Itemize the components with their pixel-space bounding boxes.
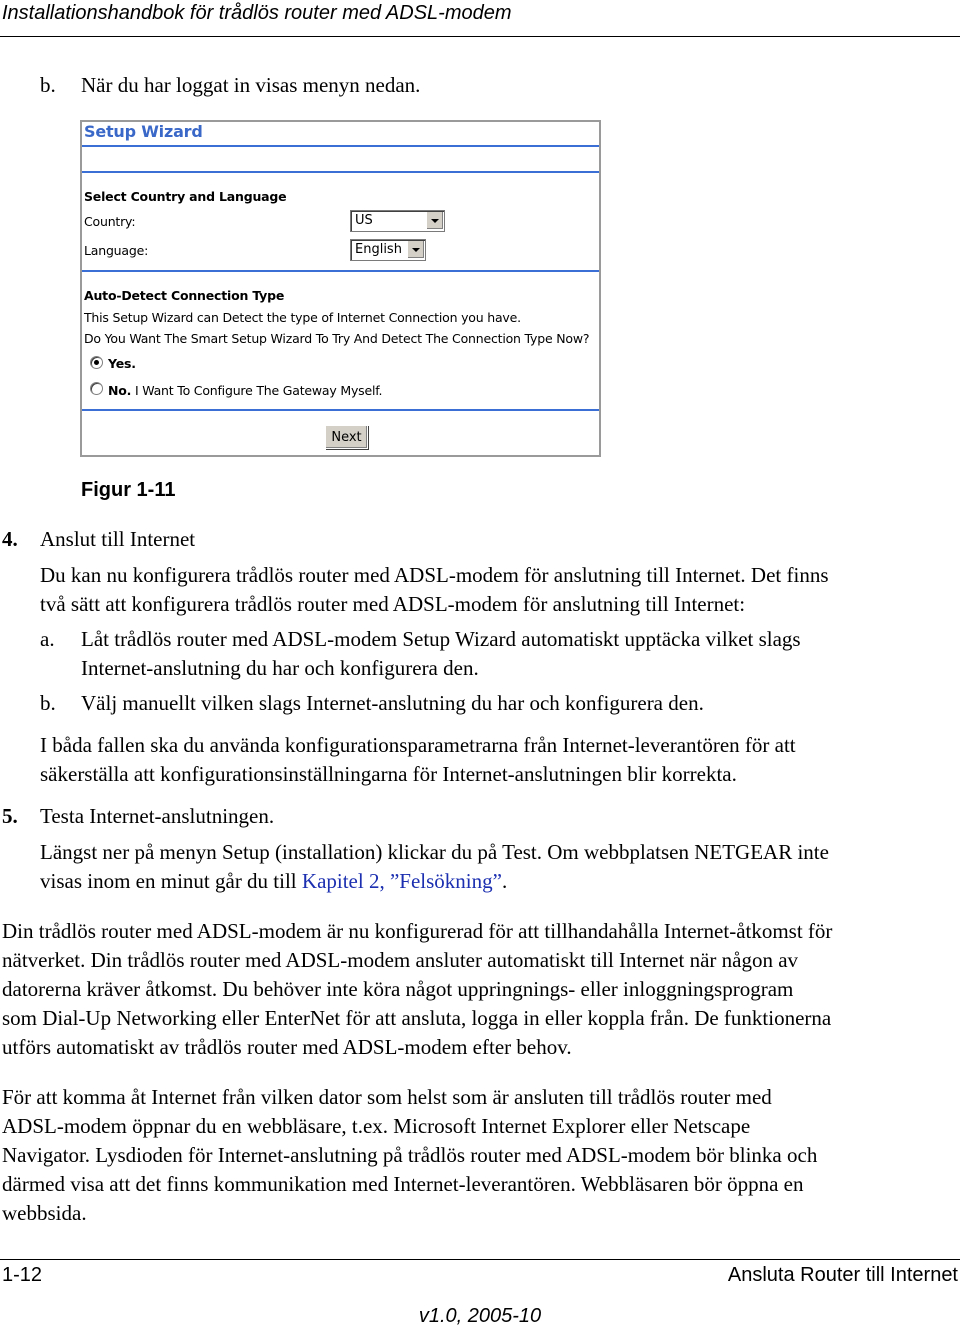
step-5-title: Testa Internet-anslutningen. xyxy=(40,804,275,828)
header-rule xyxy=(0,36,960,37)
step-4-para-line-2: två sätt att konfigurera trådlös router med ADSL-modem för anslutning till Internet: xyxy=(40,592,746,616)
no-label-bold: No. xyxy=(108,383,132,398)
country-label: Country: xyxy=(84,214,136,229)
step-b-marker: b. xyxy=(40,73,56,97)
section-divider xyxy=(82,270,599,272)
chapter-2-link[interactable]: Kapitel 2, ”Felsökning” xyxy=(301,869,502,893)
option-b-text: Välj manuellt vilken slags Internet-anslutning du har och konfigurera den. xyxy=(81,691,704,715)
country-section-heading: Select Country and Language xyxy=(84,189,287,204)
chevron-down-icon[interactable] xyxy=(407,241,424,258)
step-5-line-2 xyxy=(40,867,507,896)
next-button[interactable]: Next xyxy=(325,425,368,449)
detect-line-2: Do You Want The Smart Setup Wizard To Try And Detect The Connection Type Now? xyxy=(84,331,590,346)
chevron-down-icon[interactable] xyxy=(426,212,443,229)
running-header: Installationshandbok för trådlös router med ADSL-modem xyxy=(2,2,512,24)
title-divider-2 xyxy=(82,171,599,173)
page-number: 1-12 xyxy=(2,1264,43,1286)
no-label-rest: I Want To Configure The Gateway Myself. xyxy=(131,383,383,398)
option-b-marker: b. xyxy=(40,691,56,715)
no-radio[interactable] xyxy=(90,382,103,395)
detect-line-1: This Setup Wizard can Detect the type of Internet Connection you have. xyxy=(84,310,521,325)
para-browser-line-3: Navigator. Lysdioden för Internet-anslutning på trådlös router med ADSL-modem bör blinka och xyxy=(2,1143,818,1167)
option-a-line-1: Låt trådlös router med ADSL-modem Setup Wizard automatiskt upptäcka vilket slags xyxy=(81,627,801,651)
para-configured-line-1: Din trådlös router med ADSL-modem är nu konfigurerad för att tillhandahålla Internet-åtkomst för xyxy=(2,919,833,943)
yes-label: Yes. xyxy=(108,356,136,371)
figure-caption: Figur 1-11 xyxy=(81,479,176,501)
para-configured-line-4: som Dial-Up Networking eller EnterNet för att ansluta, logga in eller koppla från. De funktionerna xyxy=(2,1006,832,1030)
option-a-line-2: Internet-anslutning du har och konfigurera den. xyxy=(81,656,479,680)
setup-wizard-screenshot xyxy=(80,120,601,457)
para-browser-line-2: ADSL-modem öppnar du en webbläsare, t.ex. Microsoft Internet Explorer eller Netscape xyxy=(2,1114,751,1138)
country-select-value: US xyxy=(355,213,373,228)
language-label: Language: xyxy=(84,243,149,258)
para-browser-line-4: därmed visa att det finns kommunikation med Internet-leverantören. Webbläsaren bör öppna en xyxy=(2,1172,804,1196)
language-select[interactable] xyxy=(350,239,426,261)
footer-rule xyxy=(0,1259,960,1260)
step-4-para-line-1: Du kan nu konfigurera trådlös router med ADSL-modem för anslutning till Internet. Det finns xyxy=(40,563,829,587)
para-browser-line-5: webbsida. xyxy=(2,1201,87,1225)
step-4-title: Anslut till Internet xyxy=(40,527,196,551)
step-5-number: 5. xyxy=(2,804,18,828)
para-configured-line-2: nätverket. Din trådlös router med ADSL-modem ansluter automatiskt till Internet när någon av xyxy=(2,948,799,972)
para-configured-line-5: utförs automatiskt av trådlös router med ADSL-modem efter behov. xyxy=(2,1035,572,1059)
detect-section-heading: Auto-Detect Connection Type xyxy=(84,288,285,303)
footer-version: v1.0, 2005-10 xyxy=(418,1305,542,1327)
section-divider-2 xyxy=(82,409,599,411)
footer-section-title: Ansluta Router till Internet xyxy=(727,1264,958,1286)
step-5-line-2-post: . xyxy=(501,869,508,893)
step-b-text: När du har loggat in visas menyn nedan. xyxy=(81,73,421,97)
no-label xyxy=(108,383,382,398)
country-select[interactable] xyxy=(350,210,445,232)
yes-radio[interactable] xyxy=(90,356,103,369)
step-5-line-2-pre: visas inom en minut går du till xyxy=(40,869,302,893)
para-configured-line-3: datorerna kräver åtkomst. Du behöver inte köra något uppringnings- eller inloggningsprogram xyxy=(2,977,794,1001)
para-browser-line-1: För att komma åt Internet från vilken dator som helst som är ansluten till trådlös router med xyxy=(2,1085,772,1109)
step-4-note-line-2: säkerställa att konfigurationsinställningarna för Internet-anslutningen blir korrekta. xyxy=(40,762,737,786)
title-divider xyxy=(82,145,599,147)
language-select-value: English xyxy=(355,242,402,257)
wizard-title: Setup Wizard xyxy=(84,122,203,141)
option-a-marker: a. xyxy=(40,627,55,651)
step-4-note-line-1: I båda fallen ska du använda konfigurationsparametrarna från Internet-leverantören för att xyxy=(40,733,796,757)
step-5-line-1: Längst ner på menyn Setup (installation) klickar du på Test. Om webbplatsen NETGEAR inte xyxy=(40,840,829,864)
step-4-number: 4. xyxy=(2,527,18,551)
